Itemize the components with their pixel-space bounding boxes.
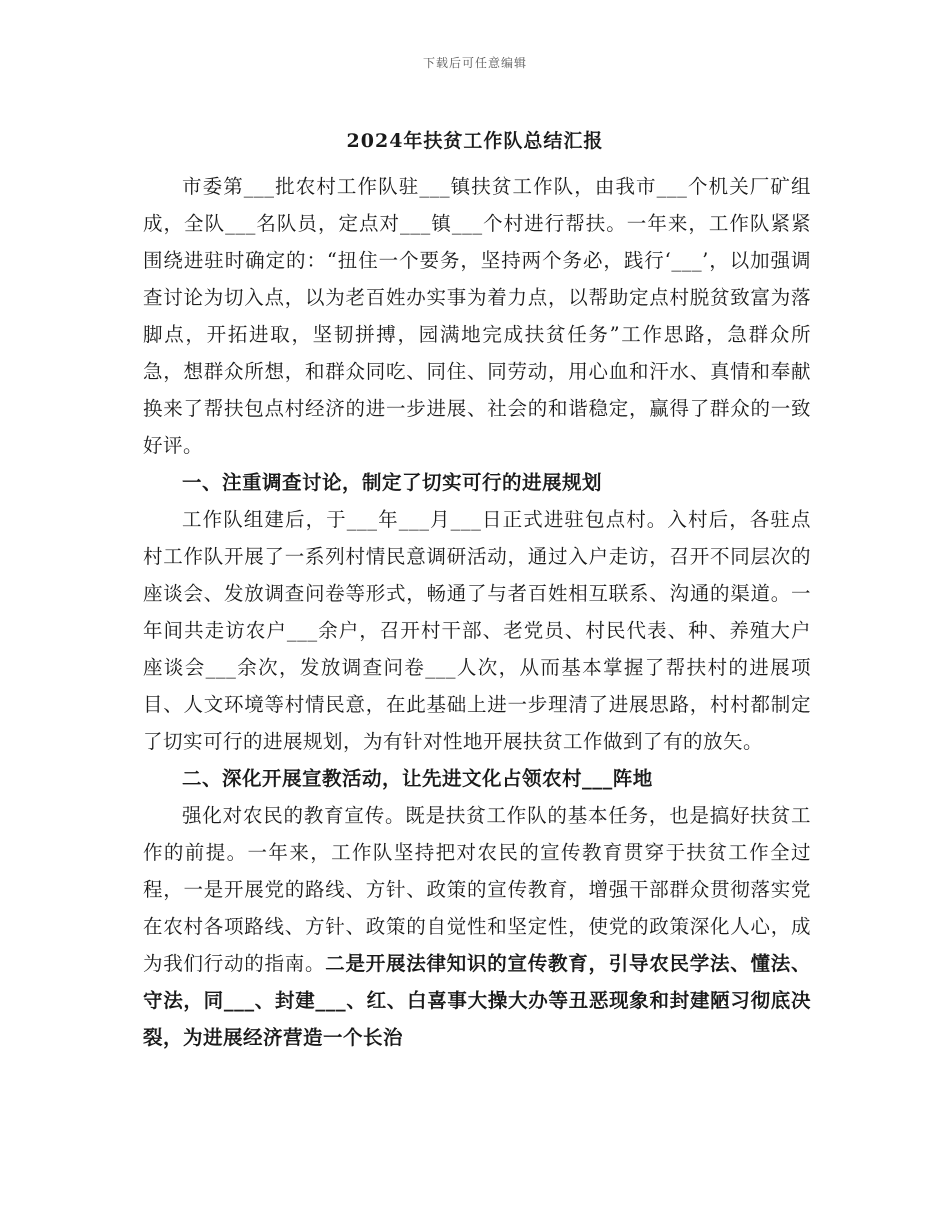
section-2-paragraph: [143, 797, 811, 1056]
page-header-note: 下载后可任意编辑: [422, 56, 527, 70]
section-1-paragraph: 工作队组建后，于___年___月___日正式进驻包点村。入村后，各驻点村工作队开展了一系列村情民意调研活动，通过入户走访，召开不同层次的座谈会、发放调查问卷等形式，畅通了与者百姓相互联系、沟通的渠道。一年间共走访农户___余户，召开村干部、老党员、村民代表、种、养殖大户座谈会___余次，发放调查问卷___人次，从而基本掌握了帮扶村的进展项目、人文环境等村情民意，在此基础上进一步理清了进展思路，村村都制定了切实可行的进展规划，为有针对性地开展扶贫工作做到了有的放矢。: [143, 508, 811, 753]
section-1-heading: 一、注重调查讨论，制定了切实可行的进展规划: [182, 471, 603, 494]
section-2-heading: 二、深化开展宣教活动，让先进文化占领农村___阵地: [182, 767, 653, 790]
document-title: 2024年扶贫工作队总结汇报: [346, 130, 604, 152]
section-2-normal-text: 强化对农民的教育宣传。既是扶贫工作队的基本任务，也是搞好扶贫工作的前提。一年来，工作队坚持把对农民的宣传教育贯穿于扶贫工作全过程，一是开展党的路线、方针、政策的宣传教育，增强干部群众贯彻落实党在农村各项路线、方针、政策的自觉性和坚定性，使党的政策深化人心，成为我们行动的指南。: [143, 804, 811, 975]
document-body: [143, 168, 811, 1056]
section-2-bold-text: 二是开展法律知识的宣传教育，引导农民学法、懂法、守法，同___、封建___、红、白喜事大操大办等丑恶现象和封建陋习彻底决裂，为进展经济营造一个长治: [143, 952, 811, 1049]
intro-paragraph: 市委第___批农村工作队驻___镇扶贫工作队，由我市___个机关厂矿组成，全队___名队员，定点对___镇___个村进行帮扶。一年来，工作队紧紧围绕进驻时确定的：“扭住一个要务，坚持两个务必，践行‘___’，以加强调查讨论为切入点，以为老百姓办实事为着力点，以帮助定点村脱贫致富为落脚点，开拓进取，坚韧拼搏，园满地完成扶贫任务”工作思路，急群众所急，想群众所想，和群众同吃、同住、同劳动，用心血和汗水、真情和奉献换来了帮扶包点村经济的进一步进展、社会的和谐稳定，赢得了群众的一致好评。: [143, 175, 811, 457]
